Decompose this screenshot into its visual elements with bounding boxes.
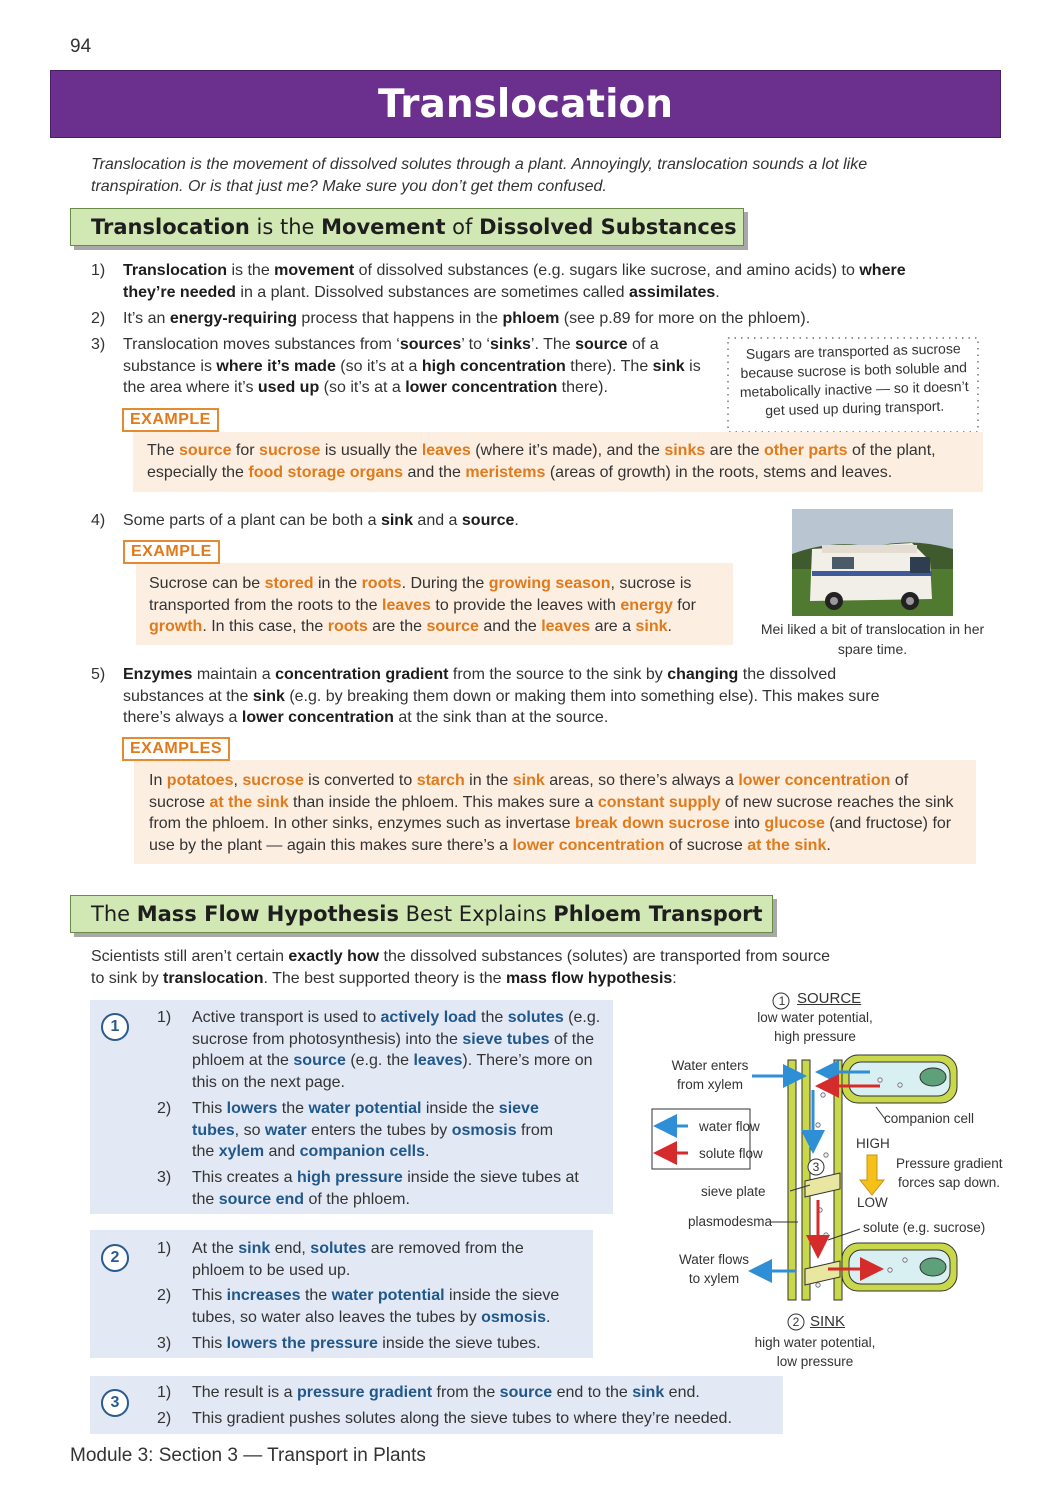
step-number: 3) (157, 1335, 172, 1352)
water-flows-label: Water flows (678, 1252, 749, 1267)
stage-3-step-1: The result is a pressure gradient from the source end to the sink end. (192, 1384, 700, 1401)
item-3-text: Translocation moves substances from ‘sources’ to ‘sinks’. The source of a substance is where it’s made (so it’s at a high concentration there). The sink is the area where it’s used up (so it’s at a lower concentration there). (123, 336, 701, 396)
step-number: 2) (157, 1100, 172, 1117)
sink-label: SINK (810, 1313, 846, 1330)
low-label: LOW (857, 1195, 888, 1210)
pressure-label: Pressure gradient (896, 1156, 1003, 1171)
example-label: EXAMPLE (122, 408, 219, 432)
item-5-text: Enzymes maintain a concentration gradient from the source to the sink by changing the dissolved substances at the sink (e.g. by breaking them down or making them into something else). This makes sure there’s always a lower concentration at the sink than at the source. (123, 666, 880, 726)
page-number: 94 (70, 36, 92, 57)
stage-1-badge: 1 (101, 1013, 129, 1041)
intro-text: Translocation is the movement of dissolved solutes through a plant. Annoyingly, translocation sounds a lot like transpiration. Or is that just me? Make sure you don’t get them confused. (91, 156, 868, 195)
step-number: 1) (157, 1384, 172, 1401)
item-1-text: Translocation is the movement of dissolved substances (e.g. sugars like sucrose, and amino acids) to where they’re needed in a plant. Dissolved substances are sometimes called assimilates. (123, 262, 906, 301)
example-label: EXAMPLE (123, 540, 220, 564)
sink-desc: high water potential, (754, 1335, 876, 1350)
stage-3-step-2: This gradient pushes solutes along the sieve tubes to where they’re needed. (192, 1410, 732, 1427)
step-number: 1) (157, 1009, 172, 1026)
section1-heading: Translocation is the Movement of Dissolved Substances (70, 208, 744, 246)
step-number: 2) (157, 1287, 172, 1304)
mid-number: 3 (812, 1160, 820, 1174)
sucrose-note: Sugars are transported as sucrose because sucrose is both soluble and metabolically inactive — so it doesn’t get used up during transport. (739, 340, 969, 419)
high-label: HIGH (856, 1136, 890, 1151)
motorhome-photo (792, 509, 953, 616)
photo-caption: Mei liked a bit of translocation in her spare time. (760, 621, 985, 657)
sink-desc: low pressure (776, 1354, 854, 1369)
stage-1-step-3: This creates a high pressure inside the sieve tubes at the source end of the phloem. (192, 1169, 579, 1208)
solute-label: solute (e.g. sucrose) (863, 1220, 986, 1235)
source-label: SOURCE (797, 990, 862, 1007)
footer: Module 3: Section 3 — Transport in Plants (70, 1445, 426, 1466)
water-enters-label: Water enters (671, 1058, 749, 1073)
stage-1-step-1: Active transport is used to actively load the solutes (e.g. sucrose from photosynthesis) into the sieve tubes of the phloem at the source (e.g. the leaves). There’s more on this on the next page. (192, 1009, 601, 1091)
source-desc: low water potential, (757, 1010, 873, 1025)
step-number: 2) (157, 1410, 172, 1427)
item-number: 5) (91, 666, 106, 683)
stage-2-badge: 2 (101, 1244, 129, 1272)
section2-heading: The Mass Flow Hypothesis Best Explains Phloem Transport (70, 895, 773, 933)
pressure-label: forces sap down. (898, 1175, 1001, 1190)
title-bar (50, 70, 1001, 138)
plasmodesma-label: plasmodesma (688, 1214, 773, 1229)
sink-number: 2 (792, 1315, 800, 1329)
sieve-plate-label: sieve plate (701, 1184, 766, 1199)
item-2-text: It’s an energy-requiring process that happens in the phloem (see p.89 for more on the phloem). (123, 310, 811, 327)
step-number: 1) (157, 1240, 172, 1257)
stage-2-step-3: This lowers the pressure inside the sieve tubes. (192, 1335, 541, 1352)
stage-2-step-2: This increases the water potential inside the sieve tubes, so water also leaves the tubes by osmosis. (192, 1287, 560, 1326)
example-box: The source for sucrose is usually the leaves (where it’s made), and the sinks are the other parts of the plant, especially the food storage organs and the meristems (areas of growth) in the roots, stems and leaves. (133, 432, 983, 492)
water-flows-label: to xylem (688, 1271, 740, 1286)
source-desc: high pressure (774, 1029, 856, 1044)
stage-3-badge: 3 (101, 1389, 129, 1417)
examples-box: In potatoes, sucrose is converted to starch in the sink areas, so there’s always a lower concentration of sucrose at the sink than inside the phloem. This makes sure a constant supply of new sucrose reaches the sink from the phloem. In other sinks, enzymes such as invertase break down sucrose into glucose (and fructose) for use by the plant — again this makes sure there’s a lower concentration of sucrose at the sink. (134, 760, 976, 864)
item-number: 4) (91, 512, 106, 529)
companion-cell-label: companion cell (884, 1111, 975, 1126)
section2-intro: Scientists still aren’t certain exactly how the dissolved substances (solutes) are transported from source to sink by translocation. The best supported theory is the mass flow hypothesis: (91, 948, 830, 987)
legend-water: water flow (699, 1119, 760, 1134)
source-number: 1 (778, 994, 786, 1008)
stage-1-step-2: This lowers the water potential inside the sieve tubes, so water enters the tubes by osmosis from the xylem and companion cells. (192, 1100, 554, 1160)
step-number: 3) (157, 1169, 172, 1186)
examples-label: EXAMPLES (122, 737, 230, 761)
item-number: 2) (91, 310, 106, 327)
legend-solute: solute flow (699, 1146, 763, 1161)
item-number: 1) (91, 262, 106, 279)
item-4-text: Some parts of a plant can be both a sink and a source. (123, 512, 519, 529)
example-box: Sucrose can be stored in the roots. During the growing season, sucrose is transported from the roots to the leaves to provide the leaves with energy for growth. In this case, the roots are the source and the leaves are a sink. (136, 563, 733, 645)
page-title: Translocation (377, 81, 673, 127)
water-enters-label: from xylem (676, 1077, 743, 1092)
item-number: 3) (91, 336, 106, 353)
stage-2-step-1: At the sink end, solutes are removed from the phloem to be used up. (192, 1240, 524, 1279)
